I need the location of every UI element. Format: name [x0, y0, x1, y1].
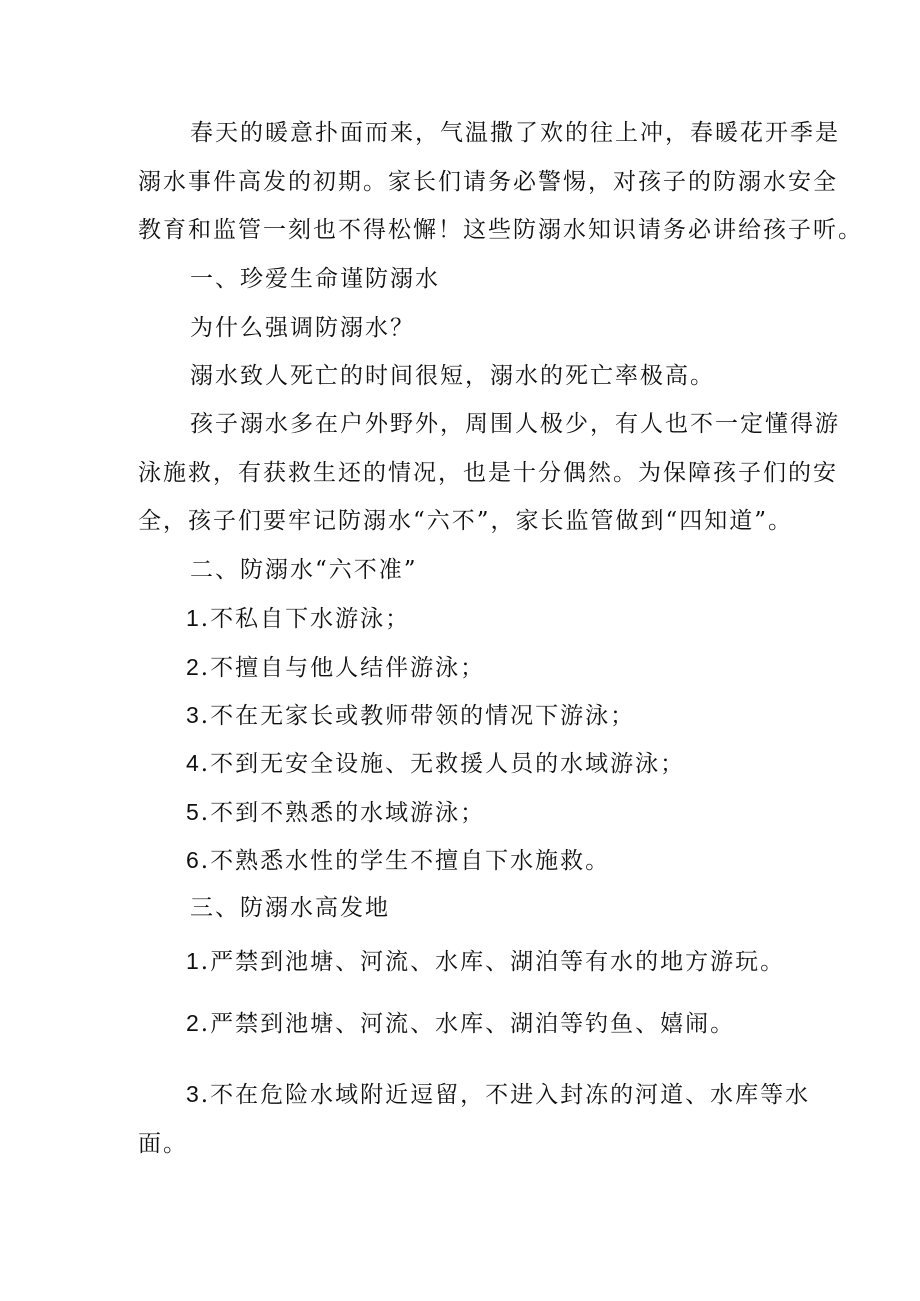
item-number: 2 [186, 654, 199, 680]
section2-item-3 [186, 704, 635, 728]
section2-item-1 [186, 607, 410, 631]
item-text: .严禁到池塘、河流、水库、湖泊等钓鱼、嬉闹。 [200, 1011, 736, 1037]
intro-line-3: 教育和监管一刻也不得松懈！这些防溺水知识请务必讲给孩子听。 [138, 217, 863, 243]
item-text: .不到无安全设施、无救援人员的水域游泳； [200, 751, 686, 777]
section2-heading: 二、防溺水“六不准” [190, 557, 418, 583]
section3-item-2 [186, 1012, 735, 1036]
item-text: .不在危险水域附近逗留，不进入封冻的河道、水库等水 [200, 1082, 811, 1108]
section1-heading: 一、珍爱生命谨防溺水 [190, 266, 440, 292]
section1-paragraph-2-line-3: 全，孩子们要牢记防溺水“六不”，家长监管做到“四知道”。 [138, 508, 794, 534]
section2-item-5 [186, 801, 485, 825]
intro-line-1: 春天的暖意扑面而来，气温撒了欢的往上冲，春暖花开季是 [190, 120, 840, 146]
section3-heading: 三、防溺水高发地 [190, 895, 390, 921]
item-number: 6 [186, 847, 199, 873]
intro-line-2: 溺水事件高发的初期。家长们请务必警惕，对孩子的防溺水安全 [138, 169, 838, 195]
item-text: .不私自下水游泳； [200, 606, 411, 632]
section1-paragraph-2-line-1: 孩子溺水多在户外野外，周围人极少，有人也不一定懂得游 [190, 411, 840, 437]
section3-item-3 [186, 1083, 810, 1107]
item-number: 3 [186, 702, 199, 728]
item-text: .不在无家长或教师带领的情况下游泳； [200, 703, 636, 729]
item-text: .不熟悉水性的学生不擅自下水施救。 [200, 848, 611, 874]
section1-question: 为什么强调防溺水？ [190, 315, 415, 341]
item-number: 4 [186, 750, 199, 776]
item-text: .严禁到池塘、河流、水库、湖泊等有水的地方游玩。 [200, 949, 786, 975]
item-text: .不到不熟悉的水域游泳； [200, 800, 486, 826]
section3-item-1 [186, 950, 785, 974]
item-number: 1 [186, 605, 199, 631]
section2-item-2 [186, 656, 485, 680]
item-number: 1 [186, 948, 199, 974]
section3-item-3-continuation: 面。 [138, 1131, 188, 1157]
section2-item-4 [186, 752, 685, 776]
item-number: 3 [186, 1081, 199, 1107]
item-number: 2 [186, 1010, 199, 1036]
item-number: 5 [186, 799, 199, 825]
section1-paragraph-1: 溺水致人死亡的时间很短，溺水的死亡率极高。 [190, 363, 715, 389]
section1-paragraph-2-line-2: 泳施救，有获救生还的情况，也是十分偶然。为保障孩子们的安 [138, 460, 838, 486]
section2-item-6 [186, 849, 610, 873]
item-text: .不擅自与他人结伴游泳； [200, 655, 486, 681]
